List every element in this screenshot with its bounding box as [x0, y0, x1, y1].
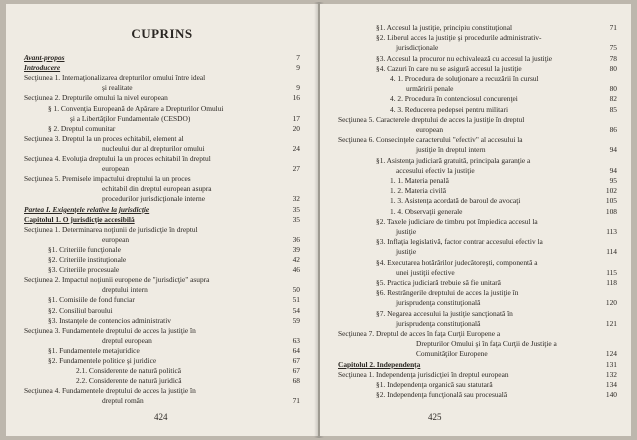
toc-entry: european [102, 234, 130, 244]
toc-page-number: 17 [292, 113, 300, 123]
toc-entry: Drepturilor Omului şi în faţa Curţii de Justiţie a [416, 339, 557, 349]
toc-page-number: 134 [605, 380, 617, 389]
toc-entry: Secţiunea 5. Premisele impactului dreptului la un proces [24, 174, 191, 184]
toc-entry: justiţie [396, 247, 417, 257]
toc-entry: Capitolul 1. O jurisdicţie accesibilă [24, 214, 135, 224]
toc-entry: jurisprudenţa constituţională [396, 318, 481, 328]
toc-page-number: 51 [292, 295, 300, 305]
toc-page-number: 108 [605, 206, 617, 216]
toc-page-number: 46 [292, 265, 300, 275]
toc-page-number: 124 [605, 349, 617, 359]
page-number-left: 424 [154, 412, 168, 422]
toc-entry: §3. Accesul la procuror nu echivalează cu accesul la justiţie [376, 53, 553, 63]
toc-page-number: 75 [609, 43, 617, 53]
toc-entry: dreptul român [102, 396, 144, 406]
toc-entry: şi realitate [102, 83, 133, 93]
toc-entry: §7. Negarea accesului la justiţie sancţionată în [376, 308, 513, 318]
toc-entry: Secţiunea 3. Fundamentele dreptului de acces la justiţie în [24, 325, 196, 335]
toc-entry: 1. 2. Materia civilă [390, 186, 447, 196]
toc-page-number: 132 [605, 369, 617, 379]
toc-entry: §1. Independenţa organică sau statutară [376, 380, 493, 389]
toc-entry: Secţiunea 7. Dreptul de acces în faţa Curţii Europene a [338, 329, 501, 338]
toc-page-number: 80 [609, 84, 617, 94]
toc-page-number: 140 [605, 390, 617, 400]
toc-entry: §2. Consiliul baroului [48, 305, 113, 315]
toc-entry: Secţiunea 4. Fundamentele dreptului de acces la justiţie în [24, 386, 196, 396]
toc-page-number: 80 [609, 63, 617, 73]
toc-page-number: 115 [606, 267, 617, 277]
toc-entry: 2.2. Considerente de natură juridică [76, 376, 182, 386]
toc-entry: § 2. Dreptul comunitar [48, 123, 116, 133]
toc-entry: Secţiunea 1. Independenţa jurisdicţiei în dreptul european [338, 369, 509, 379]
toc-page-number: 121 [605, 318, 617, 328]
toc-entry: Secţiunea 2. Impactul noţiunii europene de "jurisdicţie" asupra [24, 275, 210, 285]
toc-entry: Secţiunea 1. Determinarea noţiunii de jurisdicţie în dreptul [24, 224, 198, 234]
toc-entry: §4. Executarea hotărârilor judecătoreşti, componentă a [376, 257, 538, 267]
toc-entry: Secţiunea 2. Drepturile omului la nivel european [24, 93, 168, 103]
toc-page-number: 82 [609, 94, 617, 104]
toc-entry: echitabil din dreptul european asupra [102, 184, 212, 194]
toc-entry: justiţie în dreptul intern [416, 145, 486, 155]
toc-entry: §1. Comisiile de fond funciar [48, 295, 135, 305]
toc-entry: 1. 4. Observaţii generale [390, 206, 463, 216]
toc-entry: unei justiţii efective [396, 267, 455, 277]
toc-page-number: 68 [292, 376, 300, 386]
toc-entry: Capitolul 2. Independenţa [338, 359, 421, 369]
toc-page-number: 63 [292, 335, 300, 345]
toc-entry: european [102, 164, 130, 174]
toc-page-number: 118 [606, 278, 617, 287]
toc-entry: 4. 1. Procedura de soluţionare a recuzării în cursul [390, 74, 539, 83]
toc-page-number: 42 [292, 255, 300, 264]
toc-entry: Secţiunea 5. Caracterele dreptului de acces la justiţie în dreptul [338, 114, 525, 124]
toc-page-number: 50 [292, 285, 300, 295]
toc-entry: Secţiunea 3. Dreptul la un proces echitabil, element al [24, 133, 184, 143]
toc-page-number: 32 [292, 194, 300, 204]
toc-page-number: 35 [292, 204, 300, 214]
toc-page-number: 105 [605, 196, 617, 206]
toc-entry: procedurilor jurisdicţionale interne [102, 194, 206, 204]
toc-page-number: 36 [292, 234, 300, 244]
toc-page-number: 39 [292, 244, 300, 254]
toc-entry: 1. 3. Asistenţa acordată de baroul de avocaţi [390, 196, 521, 206]
toc-entry: jurisdicţionale [396, 43, 439, 53]
toc-page-number: 7 [296, 53, 300, 62]
toc-page-number: 9 [296, 63, 300, 73]
toc-entry: justiţie [396, 227, 417, 236]
toc-page-number: 85 [609, 104, 617, 114]
toc-entry: Secţiunea 4. Evoluţia dreptului la un proces echitabil în dreptul [24, 154, 211, 163]
toc-entry: 4. 3. Reducerea pedepsei pentru militari [390, 104, 509, 114]
toc-page-number: 20 [292, 123, 300, 133]
toc-page-number: 59 [292, 315, 300, 325]
toc-entry: accesului efectiv la justiţie [396, 165, 475, 175]
toc-page-number: 131 [605, 359, 617, 369]
toc-entry: § 1. Convenţia Europeană de Apărare a Drepturilor Omului [48, 103, 224, 113]
toc-page-number: 35 [292, 214, 300, 224]
page-title: CUPRINS [131, 26, 193, 41]
toc-entry: §2. Liberul acces la justiţie şi procedurile administrativ- [376, 33, 542, 43]
toc-entry: §4. Cazuri în care nu se asigură accesul la justiţie [376, 63, 522, 73]
toc-page-number: 95 [609, 176, 617, 185]
toc-entry: 4. 2. Procedura în contenciosul concurenţei [390, 94, 518, 104]
toc-page-number: 27 [292, 164, 300, 174]
toc-entry: 2.1. Considerente de natură politică [76, 366, 182, 376]
toc-entry: §6. Restrângerile dreptului de acces la justiţie în [376, 288, 519, 298]
toc-entry: nucleului dur al drepturilor omului [102, 143, 205, 153]
toc-page-number: 67 [292, 356, 300, 365]
toc-entry: Introducere [24, 63, 61, 73]
toc-entry: Avant-propos [24, 53, 65, 62]
toc-page-number: 94 [609, 145, 617, 155]
toc-entry: §1. Criteriile funcţionale [48, 244, 121, 254]
toc-page-number: 71 [292, 396, 300, 406]
toc-page-number: 9 [296, 83, 300, 93]
toc-page-number: 54 [292, 305, 300, 315]
toc-entry: §3. Inflaţia legislativă, factor contrar accesului efectiv la [376, 237, 543, 247]
toc-entry: 1. 1. Materia penală [390, 176, 449, 185]
toc-page-number: 78 [609, 53, 617, 63]
toc-entry: Secţiunea 1. Internaţionalizarea drepturilor omului între ideal [24, 73, 206, 83]
toc-entry: urmăririi penale [406, 84, 454, 94]
toc-page-number: 113 [606, 227, 617, 236]
toc-page-number: 114 [606, 247, 617, 257]
toc-entry: Secţiunea 6. Consecinţele caracterului "efectiv" al accesului la [338, 135, 523, 145]
toc-entry: §2. Fundamentele politice şi juridice [48, 356, 157, 365]
toc-page-number: 94 [609, 165, 617, 175]
toc-entry: §2. Independenţa funcţională sau procesuală [376, 390, 508, 400]
toc-page-number: 64 [292, 345, 300, 355]
toc-page-number: 16 [292, 93, 300, 103]
toc-page-number: 120 [605, 298, 617, 308]
toc-entry: §3. Instanţele de contencios administrativ [48, 315, 171, 325]
toc-entry: Comunităţilor Europene [416, 349, 488, 359]
toc-entry: dreptului intern [102, 285, 148, 295]
toc-entry: §1. Asistenţa judiciară gratuită, principala garanţie a [376, 155, 531, 165]
toc-entry: §5. Practica judiciară trebuie să fie unitară [376, 278, 501, 287]
page-number-right: 425 [428, 412, 442, 422]
right-page [320, 4, 631, 436]
toc-page-number: 67 [292, 366, 300, 376]
toc-page-number: 24 [292, 143, 300, 153]
toc-entry: european [416, 125, 444, 134]
toc-entry: dreptul european [102, 335, 152, 345]
toc-entry: §3. Criteriile procesuale [48, 265, 120, 275]
toc-entry: Partea I. Exigenţele relative la jurisdicţie [24, 204, 150, 214]
toc-page-number: 102 [605, 186, 617, 196]
toc-entry: §1. Fundamentele metajuridice [48, 345, 140, 355]
toc-entry: şi a Libertăţilor Fundamentale (CESDO) [70, 113, 191, 123]
toc-entry: §2. Taxele judiciare de timbru pot împiedica accesul la [376, 216, 538, 226]
toc-page-number: 86 [609, 125, 617, 134]
left-page [6, 4, 318, 436]
toc-entry: jurisprudenţa constituţională [396, 298, 481, 308]
toc-page-number: 71 [609, 23, 617, 32]
toc-entry: §1. Accesul la justiţie, principiu constituţional [376, 23, 513, 32]
toc-entry: §2. Criteriile instituţionale [48, 255, 127, 264]
